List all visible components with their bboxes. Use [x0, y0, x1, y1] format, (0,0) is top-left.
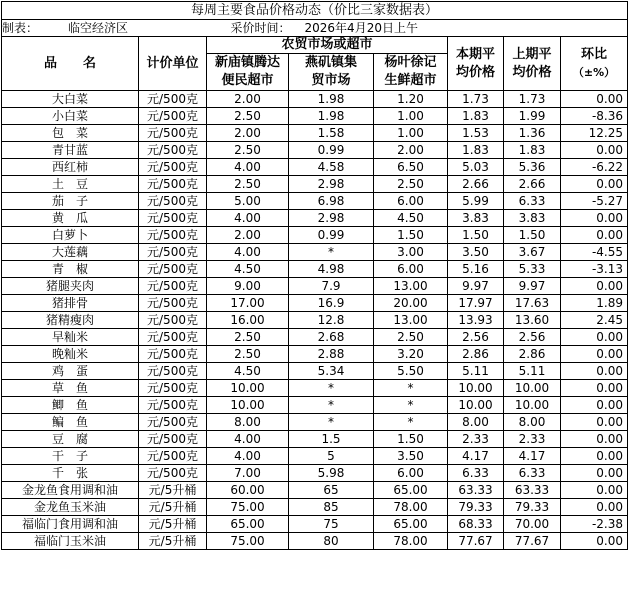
price-previous-avg: 2.33: [504, 431, 561, 448]
header-market3-line1: 杨叶徐记: [384, 55, 437, 70]
item-unit: 元/500克: [139, 159, 207, 176]
price-current-avg: 2.33: [448, 431, 504, 448]
price-previous-avg: 5.36: [504, 159, 561, 176]
price-previous-avg: 63.33: [504, 482, 561, 499]
item-unit: 元/500克: [139, 380, 207, 397]
price-ratio: 0.00: [561, 142, 628, 159]
price-market2: 80: [289, 533, 374, 550]
header-ratio-line1: 环比: [581, 46, 608, 62]
header-market3-line2: 生鲜超市: [384, 73, 437, 88]
table-row: [2, 431, 628, 448]
price-current-avg: 1.73: [448, 91, 504, 108]
price-market1: 4.00: [207, 244, 289, 261]
table-row: [2, 210, 628, 227]
price-sheet: [1, 1, 627, 550]
price-ratio: -6.22: [561, 159, 628, 176]
table-row: [2, 380, 628, 397]
price-market3: *: [374, 397, 448, 414]
price-current-avg: 6.33: [448, 465, 504, 482]
item-name: 猪腿夹肉: [2, 278, 139, 295]
price-previous-avg: 70.00: [504, 516, 561, 533]
price-ratio: 0.00: [561, 91, 628, 108]
table-row: [2, 142, 628, 159]
price-market3: 1.00: [374, 125, 448, 142]
price-market3: 13.00: [374, 278, 448, 295]
item-name: 鸡 蛋: [2, 363, 139, 380]
price-market2: 12.8: [289, 312, 374, 329]
item-name: 猪排骨: [2, 295, 139, 312]
item-unit: 元/500克: [139, 176, 207, 193]
header-ratio: [561, 37, 628, 91]
price-current-avg: 10.00: [448, 397, 504, 414]
price-ratio: 1.89: [561, 295, 628, 312]
item-name: 大莲藕: [2, 244, 139, 261]
price-market3: 1.00: [374, 108, 448, 125]
price-market3: *: [374, 380, 448, 397]
price-market3: 78.00: [374, 533, 448, 550]
header-name: 品 名: [2, 37, 139, 91]
price-previous-avg: 13.60: [504, 312, 561, 329]
item-unit: 元/500克: [139, 261, 207, 278]
table-row: [2, 414, 628, 431]
price-ratio: -4.55: [561, 244, 628, 261]
price-market2: 1.5: [289, 431, 374, 448]
header-market2: [289, 54, 374, 91]
price-ratio: -8.36: [561, 108, 628, 125]
price-market3: 1.50: [374, 227, 448, 244]
item-name: 黄 瓜: [2, 210, 139, 227]
price-market2: 7.9: [289, 278, 374, 295]
price-market3: 65.00: [374, 516, 448, 533]
price-market3: 4.50: [374, 210, 448, 227]
price-ratio: -3.13: [561, 261, 628, 278]
item-name: 草 鱼: [2, 380, 139, 397]
price-market2: 4.98: [289, 261, 374, 278]
header-market2-line1: 燕矶镇集: [304, 55, 357, 70]
price-ratio: 0.00: [561, 414, 628, 431]
price-current-avg: 13.93: [448, 312, 504, 329]
item-name: 福临门玉米油: [2, 533, 139, 550]
header-unit: 计价单位: [139, 37, 207, 91]
price-market3: 1.20: [374, 91, 448, 108]
price-market1: 4.50: [207, 363, 289, 380]
price-previous-avg: 2.66: [504, 176, 561, 193]
price-market2: *: [289, 414, 374, 431]
header-ratio-line2: （±%）: [572, 65, 616, 79]
item-unit: 元/500克: [139, 346, 207, 363]
item-unit: 元/500克: [139, 431, 207, 448]
price-ratio: 0.00: [561, 380, 628, 397]
price-market1: 9.00: [207, 278, 289, 295]
price-market3: 6.00: [374, 261, 448, 278]
sheet-title: 每周主要食品价格动态（价比三家数据表）: [2, 2, 628, 20]
price-ratio: 0.00: [561, 278, 628, 295]
price-market2: 5.98: [289, 465, 374, 482]
price-market1: 2.50: [207, 176, 289, 193]
price-market1: 8.00: [207, 414, 289, 431]
price-market3: 3.50: [374, 448, 448, 465]
price-market3: 1.50: [374, 431, 448, 448]
item-name: 千 张: [2, 465, 139, 482]
price-market1: 7.00: [207, 465, 289, 482]
header-current-avg-line2: 均价格: [455, 64, 495, 80]
item-name: 晚籼米: [2, 346, 139, 363]
table-row: [2, 261, 628, 278]
table-row: [2, 482, 628, 499]
price-current-avg: 5.16: [448, 261, 504, 278]
price-previous-avg: 6.33: [504, 193, 561, 210]
header-current-avg: [448, 37, 504, 91]
price-market1: 60.00: [207, 482, 289, 499]
price-previous-avg: 1.50: [504, 227, 561, 244]
price-ratio: 0.00: [561, 329, 628, 346]
price-market3: 2.00: [374, 142, 448, 159]
item-unit: 元/5升桶: [139, 516, 207, 533]
table-row: [2, 125, 628, 142]
table-row: [2, 465, 628, 482]
item-unit: 元/500克: [139, 295, 207, 312]
header-market-group: 农贸市场或超市: [207, 37, 448, 54]
price-ratio: 0.00: [561, 346, 628, 363]
table-row: [2, 159, 628, 176]
price-current-avg: 1.50: [448, 227, 504, 244]
price-market2: 85: [289, 499, 374, 516]
item-unit: 元/500克: [139, 108, 207, 125]
item-unit: 元/500克: [139, 227, 207, 244]
price-market3: 13.00: [374, 312, 448, 329]
price-market1: 16.00: [207, 312, 289, 329]
table-row: [2, 108, 628, 125]
price-current-avg: 63.33: [448, 482, 504, 499]
price-ratio: 0.00: [561, 465, 628, 482]
price-ratio: 0.00: [561, 482, 628, 499]
header-market1-line2: 便民超市: [221, 73, 274, 88]
price-market2: 16.9: [289, 295, 374, 312]
price-market1: 2.50: [207, 346, 289, 363]
price-market2: 1.98: [289, 108, 374, 125]
header-market3: [374, 54, 448, 91]
price-previous-avg: 1.99: [504, 108, 561, 125]
price-current-avg: 2.86: [448, 346, 504, 363]
table-row: [2, 193, 628, 210]
price-previous-avg: 5.33: [504, 261, 561, 278]
price-current-avg: 2.56: [448, 329, 504, 346]
price-current-avg: 8.00: [448, 414, 504, 431]
price-market3: 78.00: [374, 499, 448, 516]
price-market2: *: [289, 380, 374, 397]
price-previous-avg: 6.33: [504, 465, 561, 482]
header-market1: [207, 54, 289, 91]
price-market1: 10.00: [207, 397, 289, 414]
price-market2: 5.34: [289, 363, 374, 380]
item-unit: 元/500克: [139, 244, 207, 261]
header-previous-avg-line1: 上期平: [512, 46, 552, 62]
price-current-avg: 1.53: [448, 125, 504, 142]
price-market2: 2.98: [289, 210, 374, 227]
header-market1-line1: 新庙镇腾达: [214, 55, 280, 70]
price-market2: 2.68: [289, 329, 374, 346]
price-market2: 0.99: [289, 227, 374, 244]
price-market1: 2.50: [207, 142, 289, 159]
price-current-avg: 4.17: [448, 448, 504, 465]
price-market2: 2.98: [289, 176, 374, 193]
price-current-avg: 77.67: [448, 533, 504, 550]
price-market2: 4.58: [289, 159, 374, 176]
price-market3: 6.50: [374, 159, 448, 176]
item-name: 白萝卜: [2, 227, 139, 244]
price-market1: 2.00: [207, 91, 289, 108]
table-row: [2, 329, 628, 346]
item-name: 金龙鱼食用调和油: [2, 482, 139, 499]
price-ratio: 2.45: [561, 312, 628, 329]
item-unit: 元/500克: [139, 363, 207, 380]
table-row: [2, 397, 628, 414]
price-previous-avg: 17.63: [504, 295, 561, 312]
price-market3: 2.50: [374, 176, 448, 193]
header-current-avg-line1: 本期平: [455, 46, 495, 62]
price-previous-avg: 3.67: [504, 244, 561, 261]
header-previous-avg: [504, 37, 561, 91]
item-unit: 元/500克: [139, 465, 207, 482]
item-unit: 元/500克: [139, 193, 207, 210]
item-name: 茄 子: [2, 193, 139, 210]
item-name: 小白菜: [2, 108, 139, 125]
maker-value: 临空经济区: [68, 21, 129, 35]
item-name: 青 椒: [2, 261, 139, 278]
price-market3: 3.00: [374, 244, 448, 261]
price-ratio: 0.00: [561, 227, 628, 244]
item-unit: 元/500克: [139, 210, 207, 227]
item-name: 鳊 鱼: [2, 414, 139, 431]
price-market3: 3.20: [374, 346, 448, 363]
price-market3: 6.00: [374, 465, 448, 482]
price-ratio: -5.27: [561, 193, 628, 210]
price-previous-avg: 79.33: [504, 499, 561, 516]
price-ratio: 0.00: [561, 533, 628, 550]
price-market2: 1.98: [289, 91, 374, 108]
item-unit: 元/500克: [139, 414, 207, 431]
price-current-avg: 5.11: [448, 363, 504, 380]
item-unit: 元/500克: [139, 329, 207, 346]
price-market1: 10.00: [207, 380, 289, 397]
item-unit: 元/500克: [139, 312, 207, 329]
price-market1: 4.00: [207, 431, 289, 448]
price-market3: 65.00: [374, 482, 448, 499]
price-market1: 4.00: [207, 210, 289, 227]
price-previous-avg: 3.83: [504, 210, 561, 227]
item-name: 金龙鱼玉米油: [2, 499, 139, 516]
price-market2: 2.88: [289, 346, 374, 363]
price-current-avg: 3.50: [448, 244, 504, 261]
item-unit: 元/5升桶: [139, 533, 207, 550]
price-market1: 2.50: [207, 108, 289, 125]
price-market1: 65.00: [207, 516, 289, 533]
item-name: 鲫 鱼: [2, 397, 139, 414]
price-previous-avg: 10.00: [504, 397, 561, 414]
item-name: 土 豆: [2, 176, 139, 193]
maker-label: 制表：: [2, 21, 39, 35]
price-market2: 1.58: [289, 125, 374, 142]
table-row: [2, 227, 628, 244]
price-market2: 0.99: [289, 142, 374, 159]
item-name: 干 子: [2, 448, 139, 465]
price-table: [1, 1, 628, 550]
price-current-avg: 9.97: [448, 278, 504, 295]
price-previous-avg: 2.86: [504, 346, 561, 363]
price-market1: 4.00: [207, 448, 289, 465]
price-market1: 5.00: [207, 193, 289, 210]
price-ratio: 0.00: [561, 176, 628, 193]
price-previous-avg: 77.67: [504, 533, 561, 550]
item-name: 早籼米: [2, 329, 139, 346]
price-market3: 20.00: [374, 295, 448, 312]
table-row: [2, 278, 628, 295]
time-label: 采价时间：: [230, 21, 291, 35]
price-market3: 5.50: [374, 363, 448, 380]
price-market2: 65: [289, 482, 374, 499]
table-row: [2, 295, 628, 312]
item-unit: 元/500克: [139, 448, 207, 465]
item-name: 西红柿: [2, 159, 139, 176]
table-row: [2, 244, 628, 261]
item-unit: 元/5升桶: [139, 499, 207, 516]
table-row: [2, 312, 628, 329]
header-market2-line2: 贸市场: [311, 73, 351, 88]
item-unit: 元/500克: [139, 397, 207, 414]
price-ratio: -2.38: [561, 516, 628, 533]
price-market3: *: [374, 414, 448, 431]
item-name: 猪精瘦肉: [2, 312, 139, 329]
table-row: [2, 363, 628, 380]
price-current-avg: 5.99: [448, 193, 504, 210]
item-unit: 元/500克: [139, 278, 207, 295]
item-unit: 元/500克: [139, 142, 207, 159]
price-market1: 2.00: [207, 227, 289, 244]
price-market1: 2.00: [207, 125, 289, 142]
price-market1: 75.00: [207, 533, 289, 550]
table-row: [2, 533, 628, 550]
price-market1: 17.00: [207, 295, 289, 312]
price-current-avg: 17.97: [448, 295, 504, 312]
price-market3: 6.00: [374, 193, 448, 210]
price-current-avg: 68.33: [448, 516, 504, 533]
price-previous-avg: 2.56: [504, 329, 561, 346]
price-market1: 4.00: [207, 159, 289, 176]
price-ratio: 0.00: [561, 499, 628, 516]
price-previous-avg: 4.17: [504, 448, 561, 465]
price-previous-avg: 1.36: [504, 125, 561, 142]
time-value: 2026年4月20日上午: [304, 21, 418, 35]
price-previous-avg: 10.00: [504, 380, 561, 397]
price-current-avg: 1.83: [448, 142, 504, 159]
price-previous-avg: 8.00: [504, 414, 561, 431]
price-previous-avg: 9.97: [504, 278, 561, 295]
price-ratio: 12.25: [561, 125, 628, 142]
price-ratio: 0.00: [561, 431, 628, 448]
table-row: [2, 91, 628, 108]
table-row: [2, 516, 628, 533]
price-current-avg: 2.66: [448, 176, 504, 193]
table-row: [2, 499, 628, 516]
price-current-avg: 10.00: [448, 380, 504, 397]
price-current-avg: 3.83: [448, 210, 504, 227]
item-unit: 元/500克: [139, 125, 207, 142]
item-name: 青甘蓝: [2, 142, 139, 159]
price-current-avg: 5.03: [448, 159, 504, 176]
item-name: 福临门食用调和油: [2, 516, 139, 533]
price-current-avg: 79.33: [448, 499, 504, 516]
item-name: 豆 腐: [2, 431, 139, 448]
price-market2: 6.98: [289, 193, 374, 210]
table-row: [2, 176, 628, 193]
price-ratio: 0.00: [561, 397, 628, 414]
price-previous-avg: 1.73: [504, 91, 561, 108]
item-unit: 元/500克: [139, 91, 207, 108]
price-ratio: 0.00: [561, 210, 628, 227]
price-market2: 75: [289, 516, 374, 533]
price-market2: 5: [289, 448, 374, 465]
header-previous-avg-line2: 均价格: [512, 64, 552, 80]
price-market2: *: [289, 244, 374, 261]
price-ratio: 0.00: [561, 448, 628, 465]
table-row: [2, 448, 628, 465]
item-name: 包 菜: [2, 125, 139, 142]
item-unit: 元/5升桶: [139, 482, 207, 499]
price-market3: 2.50: [374, 329, 448, 346]
table-row: [2, 346, 628, 363]
price-previous-avg: 1.83: [504, 142, 561, 159]
price-market1: 2.50: [207, 329, 289, 346]
price-market2: *: [289, 397, 374, 414]
price-previous-avg: 5.11: [504, 363, 561, 380]
price-ratio: 0.00: [561, 363, 628, 380]
price-market1: 4.50: [207, 261, 289, 278]
item-name: 大白菜: [2, 91, 139, 108]
price-market1: 75.00: [207, 499, 289, 516]
price-current-avg: 1.83: [448, 108, 504, 125]
